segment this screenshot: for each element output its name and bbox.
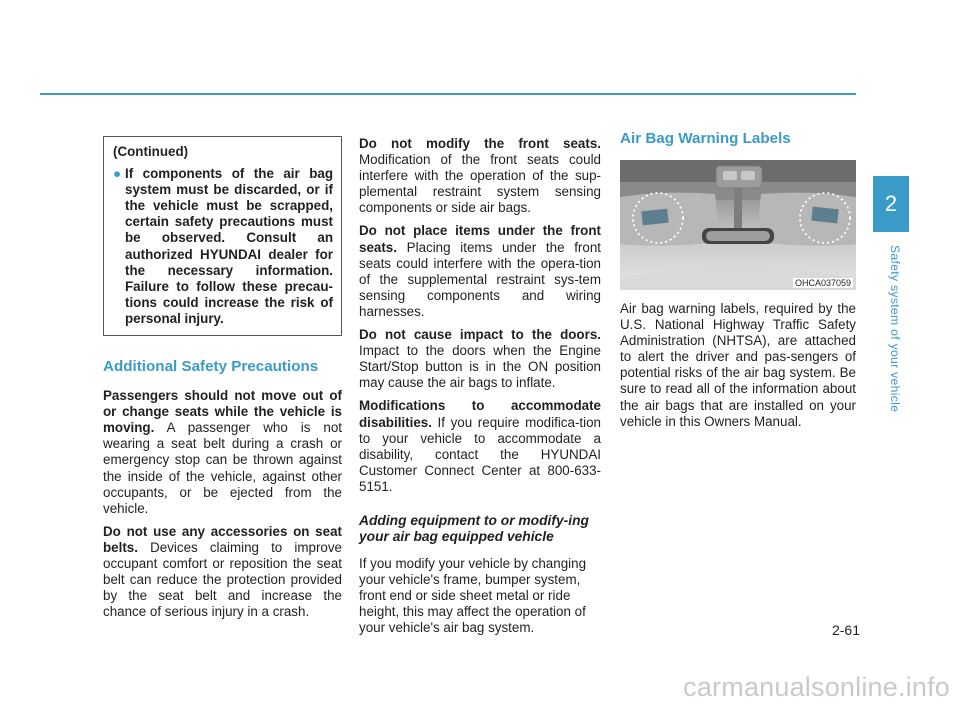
paragraph-warning-labels: Air bag warning labels, required by the U.S. National Highway Traffic Safety Administration (NHTSA), are attached to alert the driver and pas-sengers of potential risks of the air bag system. Be sure to read all of the information about the air bags that are installed on your vehicle in this Owners Manual. [620,301,856,429]
paragraph-front-seats [359,136,601,216]
chapter-label: Safety system of your vehicle [888,245,902,413]
paragraph-lead: Do not place items under the front seats. [359,223,601,255]
section-title-additional-safety: Additional Safety Precautions [103,358,319,376]
top-rule [40,93,856,95]
bullet-icon: ● [113,166,122,182]
warning-item [113,166,333,327]
subsection-title: Adding equipment to or modify-ing your air bag equipped vehicle [359,512,589,544]
paragraph-body: Placing items under the front seats could interfere with the opera-tion of the supplemental restraint sys-tem sensing components and wiring harnesses. [359,239,601,319]
paragraph-body: A passenger who is not wearing a seat belt during a crash or emergency stop can be thrown against the inside of the vehicle, against other occupants, or be ejected from the vehicle. [103,420,342,516]
left-column [103,136,342,627]
paragraph-lead: Do not use any accessories on seat belts. [103,523,342,555]
figure-code: OHCA037059 [794,278,851,288]
paragraph-items-under-seats [359,223,601,320]
right-column [620,130,856,437]
paragraph-doors [359,327,601,391]
paragraph-lead: Modifications to accommodate disabilities. [359,398,601,430]
paragraph-body: Impact to the doors when the Engine Start/Stop button is in the ON position may cause the air bags to inflate. [359,343,601,391]
paragraph-disabilities [359,398,601,495]
watermark: carmanualsonline.info [683,672,950,702]
middle-column [359,136,601,643]
warning-title: (Continued) [113,144,189,159]
paragraph-passengers [103,388,342,517]
airbag-label-figure [620,160,856,290]
paragraph-body: If you require modifica-tion to your vehicle to accommodate a disability, contact the HYUNDAI Customer Connect Center at 800-633-5151. [359,414,601,494]
paragraph-body: Modification of the front seats could interfere with the operation of the sup-plemental restraint system sensing components or side air bags. [359,152,601,216]
section-title-warning-labels: Air Bag Warning Labels [620,130,791,147]
page-number: 2-61 [831,622,860,638]
paragraph-lead: Passengers should not move out of or change seats while the vehicle is moving. [103,388,342,436]
paragraph-lead: Do not cause impact to the doors. [359,327,601,343]
paragraph-modify-vehicle: If you modify your vehicle by changing your vehicle's frame, bumper system, front end or side sheet metal or ride height, this may affect the operation of your vehicle's air bag system. [359,555,587,636]
sun-visor-illustration [620,160,856,290]
paragraph-lead: Do not modify the front seats. [359,136,601,151]
paragraph-body: Devices claiming to improve occupant comfort or reposition the seat belt can reduce the protection provided by the seat belt and increase the chance of serious injury in a crash. [103,539,342,620]
warning-item-text: If components of the air bag system must be discarded, or if the vehicle must be scrapped, certain safety precautions must be observed. Consult an authorized HYUNDAI dealer for the necessary information. Failure to follow these precau-tions could increase the risk of personal injury. [125,166,333,326]
chapter-tab: 2 [873,176,909,232]
warning-box [103,136,342,336]
paragraph-accessories [103,524,342,621]
